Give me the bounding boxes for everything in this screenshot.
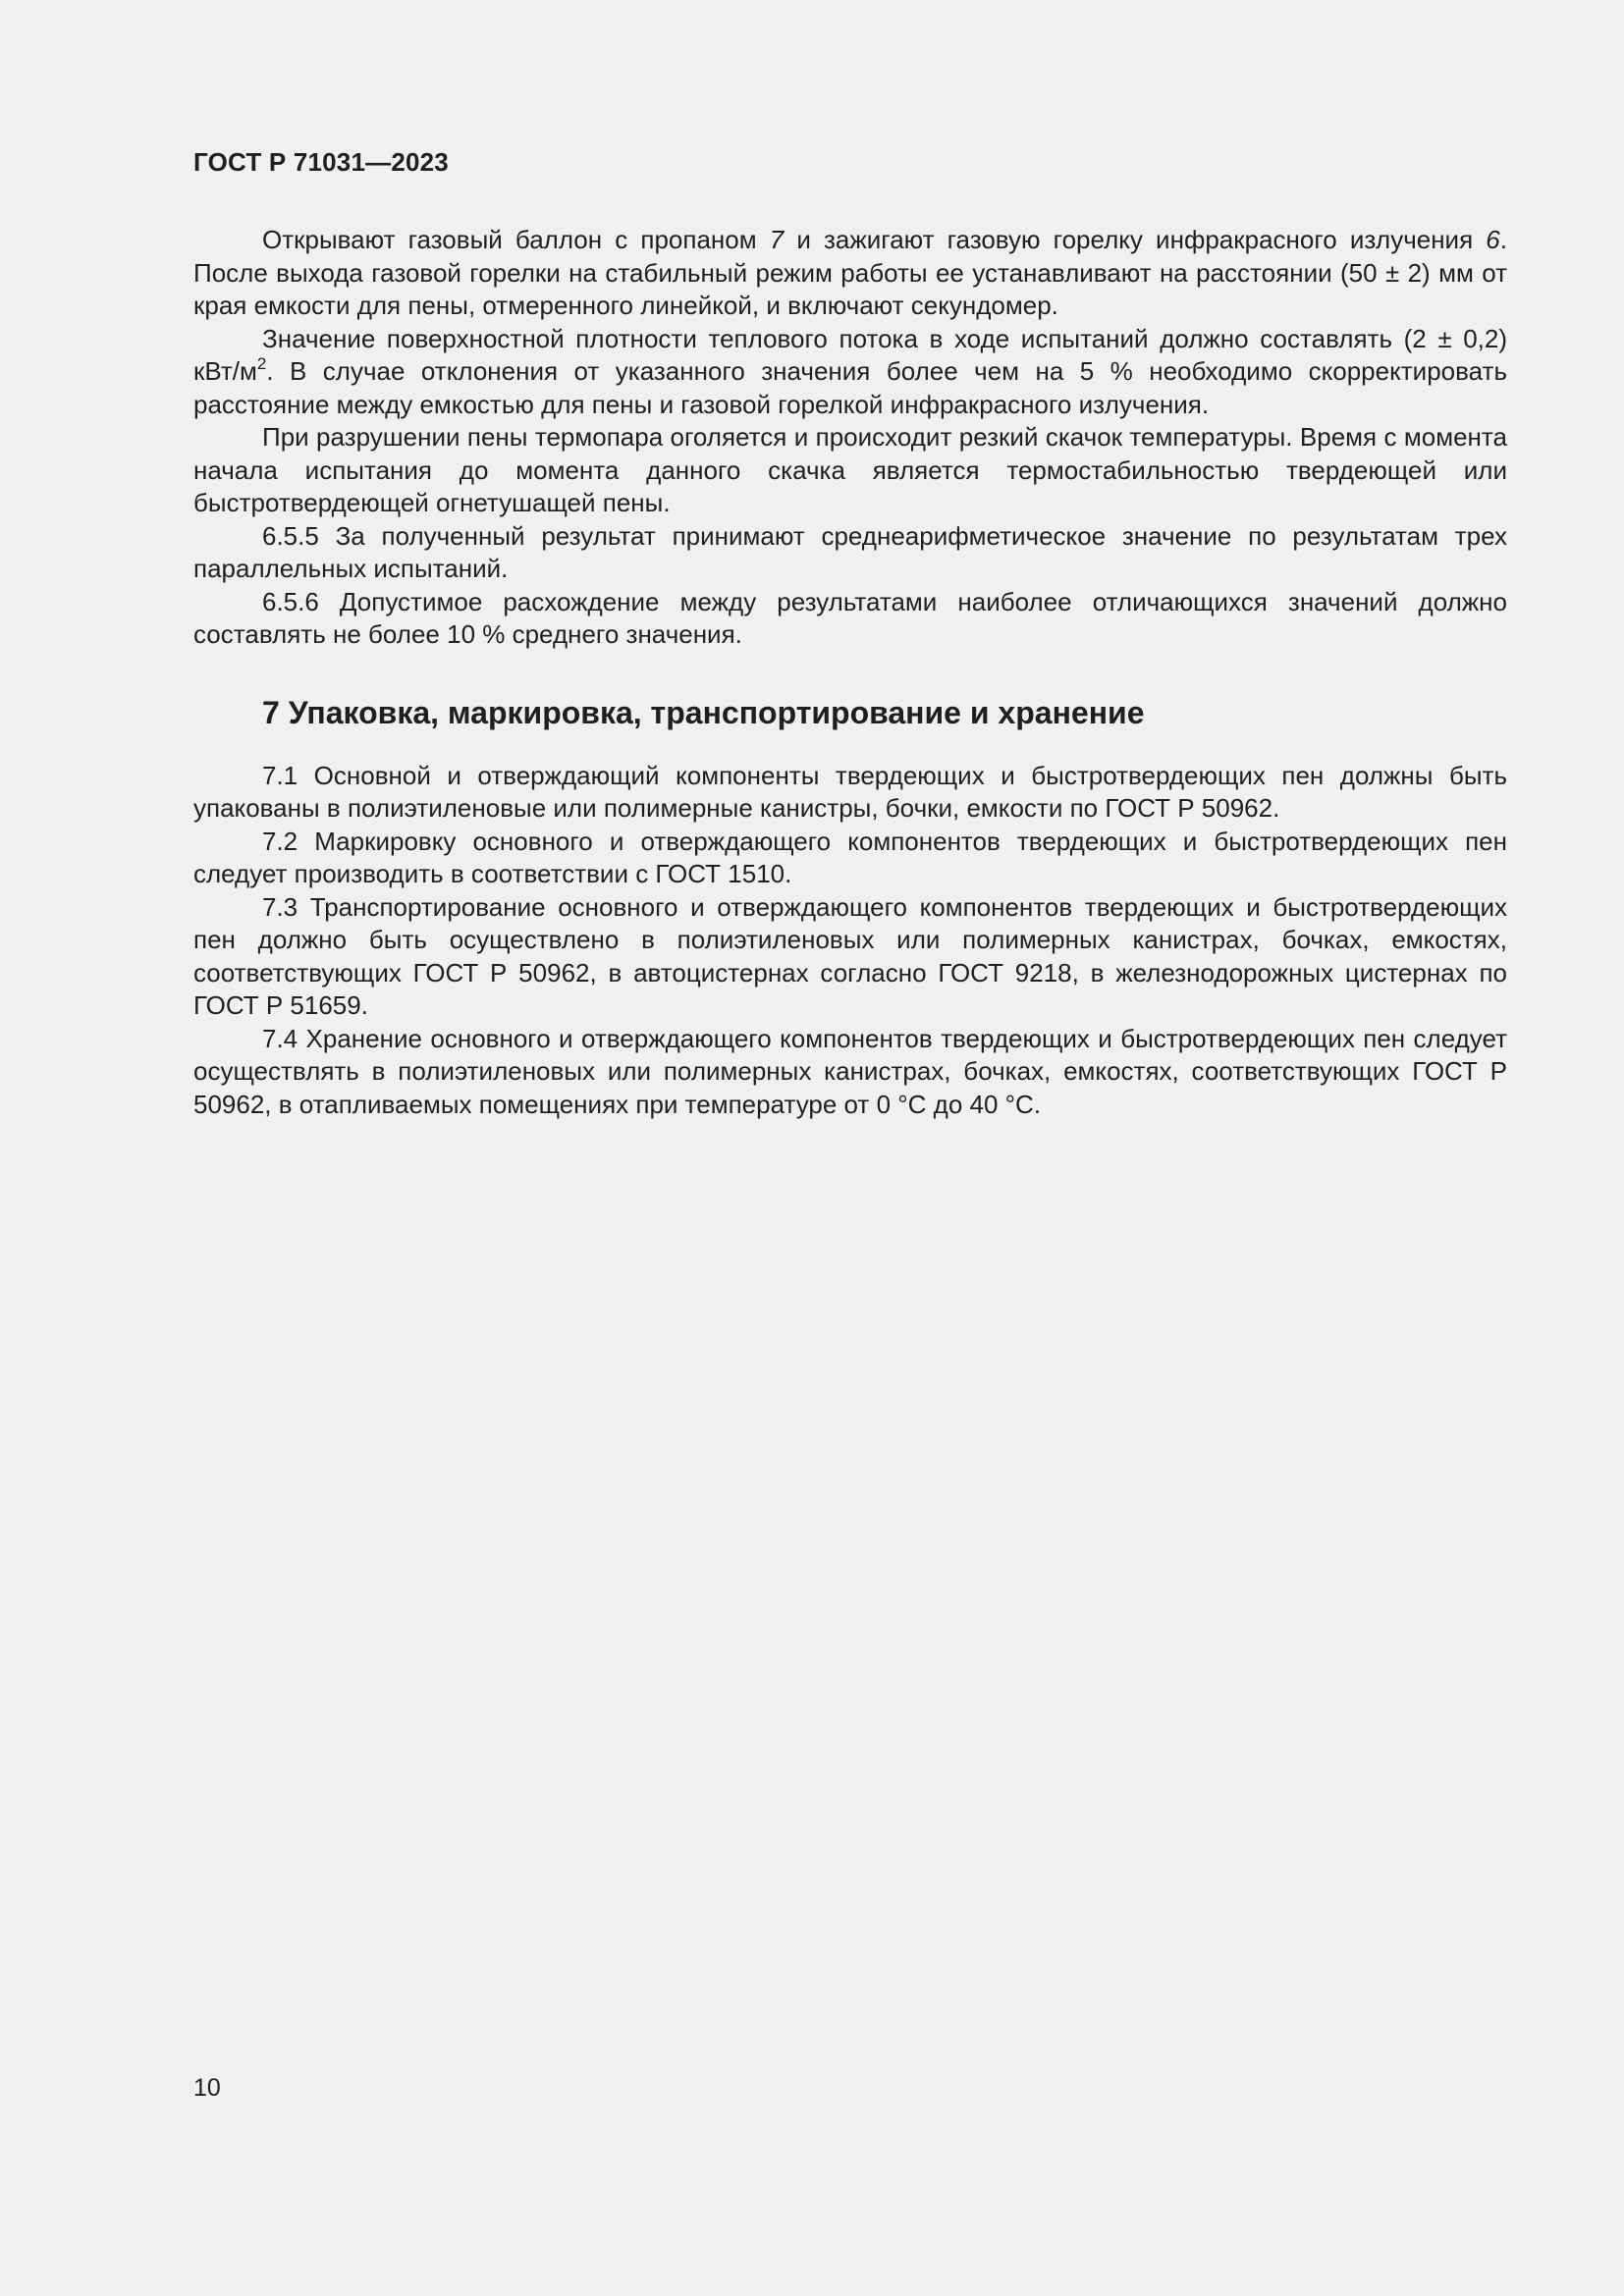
document-body [193,224,1507,1121]
page-number: 10 [193,2074,221,2102]
paragraph-7-3: 7.3 Транспортирование основного и отверждающего компонентов твердеющих и быстротвердеющих пен должно быть осуществлено в полиэтиленовых или полимерных канистрах, бочках, емкостях, соответствующих ГОСТ Р 50962, в автоцистернах согласно ГОСТ 9218, в железнодорожных цистернах по ГОСТ Р 51659. [193,891,1507,1020]
item-reference: 6 [1486,225,1500,254]
paragraph-7-1: 7.1 Основной и отверждающий компоненты твердеющих и быстротвердеющих пен должны быть упакованы в полиэтиленовые или полимерные канистры, бочки, емкости по ГОСТ Р 50962. [193,760,1507,823]
paragraph-text: . В случае отклонения от указанного значения более чем на 5 % необходимо скорректировать расстояние между емкостью для пены и газовой горелкой инфракрасного излучения. [193,356,1507,419]
section-heading: 7 Упаковка, маркировка, транспортирование и хранение [262,694,1145,730]
paragraph-text: Открывают газовый баллон с пропаном [262,225,770,254]
paragraph-heat-flux [193,323,1507,422]
paragraph-text: и зажигают газовую горелку инфракрасного излучения [784,225,1487,254]
paragraph-6-5-5: 6.5.5 За полученный результат принимают среднеарифметическое значение по результатам трех параллельных испытаний. [193,520,1507,583]
paragraph-burner-ignition [193,224,1507,323]
paragraph-text: Значение поверхностной плотности теплового потока в ходе испытаний должно составлять (2 ± 0,2) кВт/м [193,323,1507,386]
paragraph-7-4: 7.4 Хранение основного и отверждающего компонентов твердеющих и быстротвердеющих пен следует осуществлять в полиэтиленовых или полимерных канистрах, бочках, емкостях, соответствующих ГОСТ Р 50962, в отапливаемых помещениях при температуре от 0 °С до 40 °С. [193,1023,1507,1119]
paragraph-foam-destruction: При разрушении пены термопара оголяется и происходит резкий скачок температуры. Время с момента начала испытания до момента данного скачка является термостабильностью твердеющей или быстротвердеющей огнетушащей пены. [193,422,1507,517]
paragraph-6-5-6: 6.5.6 Допустимое расхождение между результатами наиболее отличающихся значений должно составлять не более 10 % среднего значения. [193,586,1507,649]
document-header: ГОСТ Р 71031—2023 [193,147,449,177]
paragraph-text: . После выхода газовой горелки на стабильный режим работы ее устанавливают на расстоянии (50 ± 2) мм от края емкости для пены, отмеренного линейкой, и включают секундомер. [193,225,1507,320]
paragraph-7-2: 7.2 Маркировку основного и отверждающего компонентов твердеющих и быстротвердеющих пен следует производить в соответствии с ГОСТ 1510. [193,826,1507,888]
superscript: 2 [256,354,267,373]
item-reference: 7 [769,225,785,254]
